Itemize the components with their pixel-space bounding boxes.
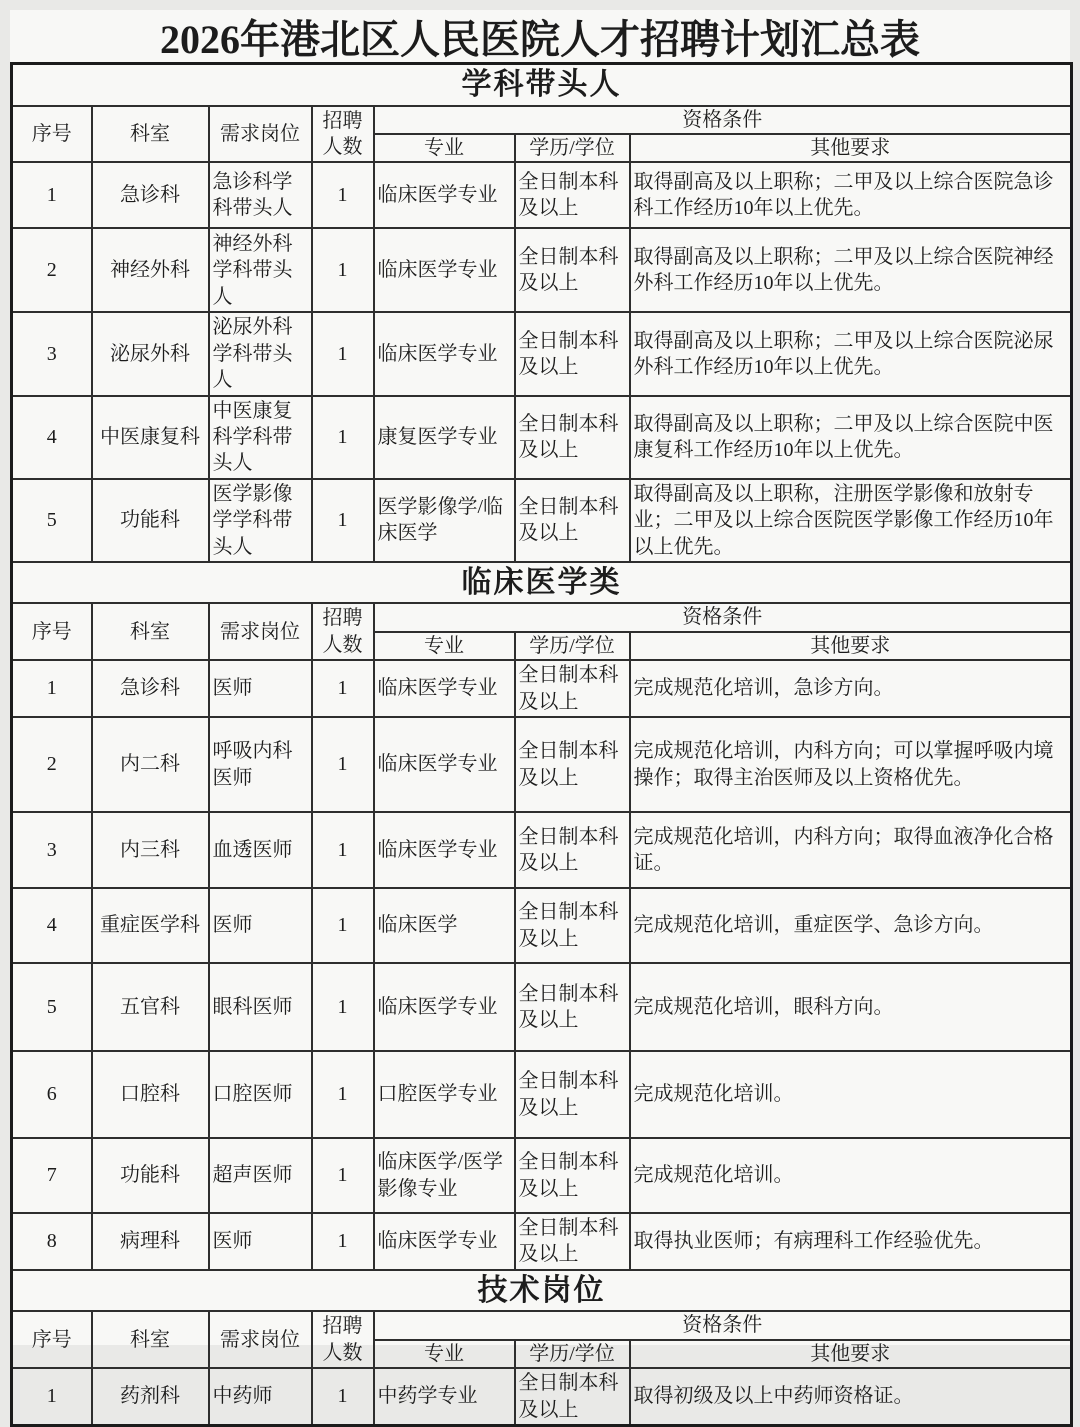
cell-position: 医师: [209, 660, 312, 717]
section-2-rows: [12, 660, 1072, 1270]
cell-major: 临床医学: [374, 888, 515, 963]
cell-department: 急诊科: [92, 162, 209, 228]
cell-other: 取得副高及以上职称；二甲及以上综合医院中医康复科工作经历10年以上优先。: [630, 396, 1072, 479]
cell-position: 中药师: [209, 1368, 312, 1425]
col-header-seq: 序号: [12, 106, 92, 163]
col-header-post: 需求岗位: [209, 1311, 312, 1368]
cell-major: 临床医学专业: [374, 312, 515, 395]
cell-other: 取得执业医师；有病理科工作经验优先。: [630, 1213, 1072, 1270]
cell-degree: 全日制本科及以上: [515, 717, 630, 812]
cell-degree: 全日制本科及以上: [515, 660, 630, 717]
cell-count: 1: [312, 812, 374, 888]
cell-other: 取得初级及以上中药师资格证。: [630, 1368, 1072, 1425]
section-band-2: [12, 562, 1072, 604]
section-title: 技术岗位: [12, 1270, 1072, 1312]
table-row: [12, 162, 1072, 228]
col-header-count: 招聘人数: [312, 603, 374, 660]
cell-position: 超声医师: [209, 1138, 312, 1213]
table-row: [12, 717, 1072, 812]
cell-seq: 1: [12, 660, 92, 717]
cell-department: 五官科: [92, 963, 209, 1051]
cell-major: 口腔医学专业: [374, 1051, 515, 1138]
cell-major: 康复医学专业: [374, 396, 515, 479]
cell-count: 1: [312, 228, 374, 312]
table-row: [12, 812, 1072, 888]
cell-major: 临床医学专业: [374, 1213, 515, 1270]
cell-count: 1: [312, 312, 374, 395]
recruitment-table: [10, 62, 1073, 1427]
cell-seq: 3: [12, 312, 92, 395]
section-3-rows: [12, 1368, 1072, 1425]
cell-major: 医学影像学/临床医学: [374, 479, 515, 562]
table-row: [12, 1051, 1072, 1138]
col-header-qualification: 资格条件: [374, 603, 1072, 631]
table-row: [12, 479, 1072, 562]
section-title: 学科带头人: [12, 64, 1072, 106]
cell-seq: 1: [12, 1368, 92, 1425]
col-header-dept: 科室: [92, 603, 209, 660]
header-row-top-2: [12, 603, 1072, 631]
cell-major: 临床医学专业: [374, 717, 515, 812]
table-row: [12, 1213, 1072, 1270]
cell-degree: 全日制本科及以上: [515, 812, 630, 888]
col-header-major: 专业: [374, 1340, 515, 1368]
cell-position: 医师: [209, 888, 312, 963]
cell-count: 1: [312, 1138, 374, 1213]
cell-department: 重症医学科: [92, 888, 209, 963]
cell-degree: 全日制本科及以上: [515, 396, 630, 479]
page-title: 2026年港北区人民医院人才招聘计划汇总表: [160, 16, 920, 62]
cell-degree: 全日制本科及以上: [515, 1368, 630, 1425]
cell-other: 完成规范化培训，眼科方向。: [630, 963, 1072, 1051]
cell-major: 临床医学专业: [374, 812, 515, 888]
cell-other: 取得副高及以上职称；二甲及以上综合医院泌尿外科工作经历10年以上优先。: [630, 312, 1072, 395]
cell-other: 完成规范化培训。: [630, 1051, 1072, 1138]
col-header-qualification: 资格条件: [374, 1311, 1072, 1339]
col-header-other: 其他要求: [630, 134, 1072, 162]
col-header-major: 专业: [374, 632, 515, 660]
cell-department: 急诊科: [92, 660, 209, 717]
cell-position: 口腔医师: [209, 1051, 312, 1138]
col-header-qualification: 资格条件: [374, 106, 1072, 134]
col-header-other: 其他要求: [630, 1340, 1072, 1368]
cell-department: 功能科: [92, 1138, 209, 1213]
cell-major: 临床医学专业: [374, 162, 515, 228]
cell-count: 1: [312, 162, 374, 228]
cell-department: 内二科: [92, 717, 209, 812]
col-header-seq: 序号: [12, 603, 92, 660]
cell-seq: 8: [12, 1213, 92, 1270]
cell-degree: 全日制本科及以上: [515, 479, 630, 562]
cell-major: 中药学专业: [374, 1368, 515, 1425]
cell-major: 临床医学专业: [374, 963, 515, 1051]
cell-department: 神经外科: [92, 228, 209, 312]
cell-position: 急诊科学科带头人: [209, 162, 312, 228]
cell-position: 血透医师: [209, 812, 312, 888]
cell-count: 1: [312, 963, 374, 1051]
cell-department: 口腔科: [92, 1051, 209, 1138]
cell-seq: 4: [12, 396, 92, 479]
cell-seq: 5: [12, 963, 92, 1051]
cell-department: 泌尿外科: [92, 312, 209, 395]
section-1-rows: [12, 162, 1072, 562]
cell-department: 功能科: [92, 479, 209, 562]
cell-other: 取得副高及以上职称；二甲及以上综合医院神经外科工作经历10年以上优先。: [630, 228, 1072, 312]
cell-position: 中医康复科学科带头人: [209, 396, 312, 479]
cell-seq: 4: [12, 888, 92, 963]
table-row: [12, 228, 1072, 312]
cell-count: 1: [312, 479, 374, 562]
table-row: [12, 312, 1072, 395]
cell-other: 取得副高及以上职称，注册医学影像和放射专业；二甲及以上综合医院医学影像工作经历10年以上优先。: [630, 479, 1072, 562]
cell-degree: 全日制本科及以上: [515, 888, 630, 963]
table-row: [12, 660, 1072, 717]
cell-department: 内三科: [92, 812, 209, 888]
cell-count: 1: [312, 888, 374, 963]
col-header-degree: 学历/学位: [515, 632, 630, 660]
cell-seq: 1: [12, 162, 92, 228]
cell-other: 取得副高及以上职称；二甲及以上综合医院急诊科工作经历10年以上优先。: [630, 162, 1072, 228]
cell-position: 医学影像学学科带头人: [209, 479, 312, 562]
col-header-post: 需求岗位: [209, 106, 312, 163]
col-header-degree: 学历/学位: [515, 1340, 630, 1368]
cell-position: 泌尿外科学科带头人: [209, 312, 312, 395]
cell-count: 1: [312, 1213, 374, 1270]
col-header-degree: 学历/学位: [515, 134, 630, 162]
header-row-top-3: [12, 1311, 1072, 1339]
cell-count: 1: [312, 1051, 374, 1138]
header-row-top-1: [12, 106, 1072, 134]
cell-major: 临床医学/医学影像专业: [374, 1138, 515, 1213]
cell-other: 完成规范化培训，重症医学、急诊方向。: [630, 888, 1072, 963]
col-header-dept: 科室: [92, 1311, 209, 1368]
cell-other: 完成规范化培训，内科方向；取得血液净化合格证。: [630, 812, 1072, 888]
col-header-dept: 科室: [92, 106, 209, 163]
cell-position: 神经外科学科带头人: [209, 228, 312, 312]
cell-count: 1: [312, 660, 374, 717]
col-header-count: 招聘人数: [312, 106, 374, 163]
section-band-1: [12, 64, 1072, 106]
cell-seq: 7: [12, 1138, 92, 1213]
cell-degree: 全日制本科及以上: [515, 1138, 630, 1213]
cell-department: 中医康复科: [92, 396, 209, 479]
cell-count: 1: [312, 396, 374, 479]
col-header-seq: 序号: [12, 1311, 92, 1368]
cell-department: 病理科: [92, 1213, 209, 1270]
cell-degree: 全日制本科及以上: [515, 1051, 630, 1138]
cell-seq: 2: [12, 228, 92, 312]
cell-degree: 全日制本科及以上: [515, 228, 630, 312]
cell-position: 医师: [209, 1213, 312, 1270]
col-header-post: 需求岗位: [209, 603, 312, 660]
cell-major: 临床医学专业: [374, 660, 515, 717]
table-row: [12, 1368, 1072, 1425]
cell-count: 1: [312, 1368, 374, 1425]
cell-seq: 6: [12, 1051, 92, 1138]
col-header-other: 其他要求: [630, 632, 1072, 660]
col-header-count: 招聘人数: [312, 1311, 374, 1368]
cell-seq: 3: [12, 812, 92, 888]
cell-position: 眼科医师: [209, 963, 312, 1051]
cell-position: 呼吸内科医师: [209, 717, 312, 812]
cell-degree: 全日制本科及以上: [515, 1213, 630, 1270]
col-header-major: 专业: [374, 134, 515, 162]
cell-department: 药剂科: [92, 1368, 209, 1425]
table-row: [12, 1138, 1072, 1213]
cell-seq: 2: [12, 717, 92, 812]
cell-degree: 全日制本科及以上: [515, 162, 630, 228]
table-row: [12, 888, 1072, 963]
table-row: [12, 396, 1072, 479]
section-band-3: [12, 1270, 1072, 1312]
section-title: 临床医学类: [12, 562, 1072, 604]
cell-seq: 5: [12, 479, 92, 562]
cell-degree: 全日制本科及以上: [515, 312, 630, 395]
cell-major: 临床医学专业: [374, 228, 515, 312]
cell-count: 1: [312, 717, 374, 812]
table-row: [12, 963, 1072, 1051]
cell-other: 完成规范化培训，内科方向；可以掌握呼吸内境操作；取得主治医师及以上资格优先。: [630, 717, 1072, 812]
cell-degree: 全日制本科及以上: [515, 963, 630, 1051]
cell-other: 完成规范化培训，急诊方向。: [630, 660, 1072, 717]
cell-other: 完成规范化培训。: [630, 1138, 1072, 1213]
document-sheet: [10, 10, 1070, 1421]
